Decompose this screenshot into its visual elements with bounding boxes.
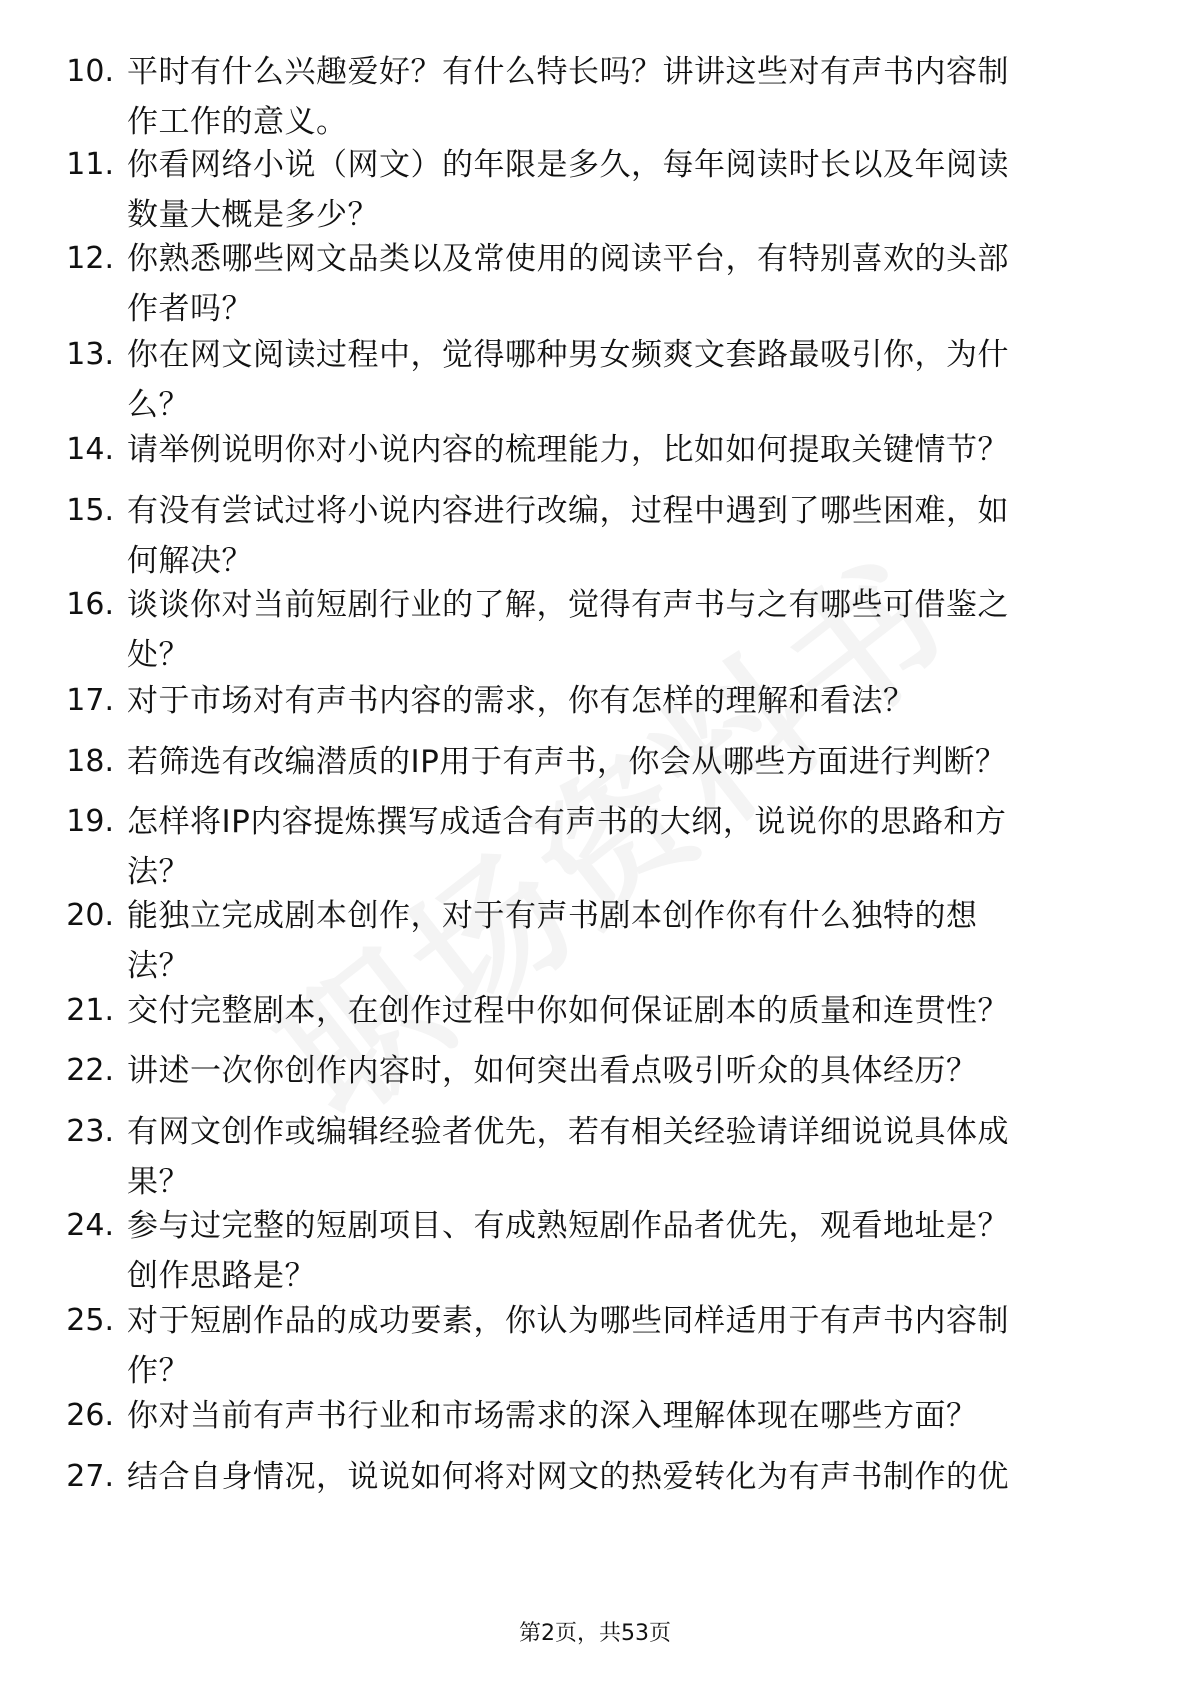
question-number: 24. — [66, 1208, 114, 1243]
question-number: 20. — [66, 898, 114, 933]
question-line: 作工作的意义。 — [127, 104, 348, 140]
question-text — [127, 140, 1127, 240]
question-line: 谈谈你对当前短剧行业的了解，觉得有声书与之有哪些可借鉴之 — [127, 587, 1009, 623]
question-line: 法？ — [127, 948, 190, 984]
question-number: 12. — [66, 241, 114, 276]
question-line: 参与过完整的短剧项目、有成熟短剧作品者优先，观看地址是？ — [127, 1208, 1009, 1244]
question-number: 15. — [66, 493, 114, 528]
question-line: 作？ — [127, 1353, 190, 1389]
question-number: 10. — [66, 54, 114, 89]
question-line: 创作思路是？ — [127, 1258, 316, 1294]
question-line: 对于短剧作品的成功要素，你认为哪些同样适用于有声书内容制 — [127, 1303, 1009, 1339]
question-number: 19. — [66, 804, 114, 839]
question-number: 25. — [66, 1303, 114, 1338]
question-line: 有网文创作或编辑经验者优先，若有相关经验请详细说说具体成 — [127, 1114, 1009, 1150]
question-line: 请举例说明你对小说内容的梳理能力，比如如何提取关键情节？ — [127, 432, 1009, 468]
question-line: 么？ — [127, 387, 190, 423]
question-number: 17. — [66, 683, 114, 718]
question-line: 交付完整剧本，在创作过程中你如何保证剧本的质量和连贯性？ — [127, 993, 1009, 1029]
page-footer: 第2页，共53页 — [519, 1621, 671, 1646]
question-line: 何解决？ — [127, 543, 253, 579]
question-number: 16. — [66, 587, 114, 622]
question-line: 你看网络小说（网文）的年限是多久，每年阅读时长以及年阅读 — [127, 147, 1009, 183]
question-number: 22. — [66, 1053, 114, 1088]
question-text — [127, 1391, 1127, 1441]
question-number: 23. — [66, 1114, 114, 1149]
question-line: 平时有什么兴趣爱好？有什么特长吗？讲讲这些对有声书内容制 — [127, 54, 1009, 90]
question-number: 27. — [66, 1459, 114, 1494]
question-line: 对于市场对有声书内容的需求，你有怎样的理解和看法？ — [127, 683, 915, 719]
question-text — [127, 891, 1127, 991]
question-text — [127, 580, 1127, 680]
question-text — [127, 234, 1127, 334]
question-number: 14. — [66, 432, 114, 467]
question-line: 果？ — [127, 1164, 190, 1200]
question-line: 讲述一次你创作内容时，如何突出看点吸引听众的具体经历？ — [127, 1053, 978, 1089]
question-text — [127, 486, 1127, 586]
question-text — [127, 797, 1127, 897]
question-text — [127, 1201, 1127, 1301]
question-text — [127, 47, 1127, 147]
question-line: 你熟悉哪些网文品类以及常使用的阅读平台，有特别喜欢的头部 — [127, 241, 1009, 277]
question-text — [127, 425, 1127, 475]
question-line: 你在网文阅读过程中，觉得哪种男女频爽文套路最吸引你，为什 — [127, 337, 1009, 373]
question-number: 21. — [66, 993, 114, 1028]
question-text — [127, 737, 1127, 787]
question-text — [127, 330, 1127, 430]
question-line: 能独立完成剧本创作，对于有声书剧本创作你有什么独特的想 — [127, 898, 978, 934]
question-number: 11. — [66, 147, 114, 182]
question-line: 数量大概是多少？ — [127, 197, 379, 233]
question-text — [127, 1296, 1127, 1396]
question-line: 若筛选有改编潜质的IP用于有声书，你会从哪些方面进行判断？ — [127, 744, 1007, 780]
question-number: 13. — [66, 337, 114, 372]
question-text — [127, 676, 1127, 726]
question-line: 有没有尝试过将小说内容进行改编，过程中遇到了哪些困难，如 — [127, 493, 1009, 529]
question-line: 结合自身情况，说说如何将对网文的热爱转化为有声书制作的优 — [127, 1459, 1009, 1495]
question-line: 作者吗？ — [127, 291, 253, 327]
question-line: 怎样将IP内容提炼撰写成适合有声书的大纲，说说你的思路和方 — [127, 804, 1007, 840]
question-text — [127, 1046, 1127, 1096]
question-line: 你对当前有声书行业和市场需求的深入理解体现在哪些方面？ — [127, 1398, 978, 1434]
question-text — [127, 1452, 1127, 1502]
question-number: 18. — [66, 744, 114, 779]
question-text — [127, 1107, 1127, 1207]
question-line: 法？ — [127, 854, 190, 890]
question-line: 处？ — [127, 637, 190, 673]
question-text — [127, 986, 1127, 1036]
question-number: 26. — [66, 1398, 114, 1433]
